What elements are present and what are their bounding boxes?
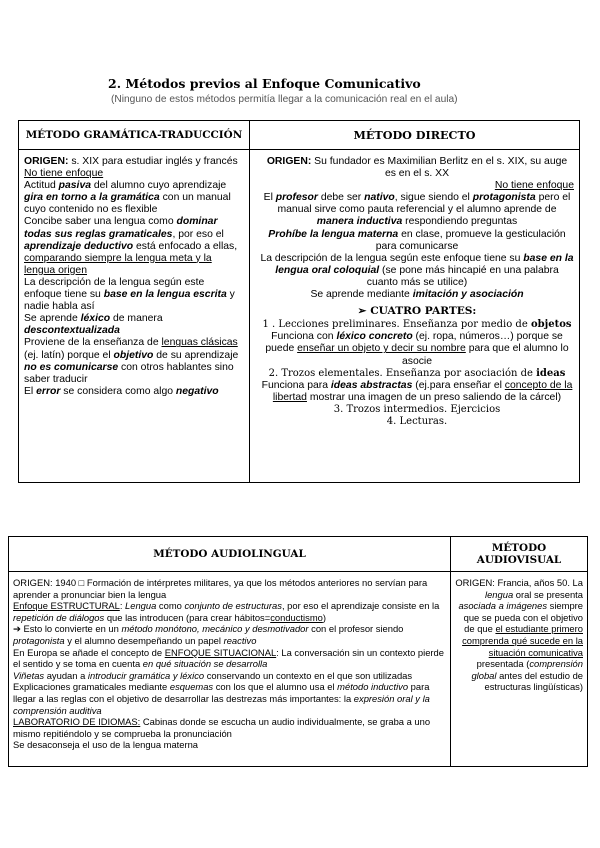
- methods-table-top: [18, 120, 580, 483]
- audiovisual-header: MÉTODO AUDIOVISUAL: [451, 537, 588, 572]
- gramatica-cell: ORIGEN: s. XIX para estudiar inglés y francés No tiene enfoque Actitud pasiva del alumno cuyo aprendizaje gira en torno a la gramática con un manual cuyo contenido no es flexible Concibe saber una lengua como dominar todas sus reglas gramaticales, por eso el aprendizaje deductivo está enfocado a ellas, comparando siempre la lengua meta y la lengua origen La descripción de la lengua según este enfoque tiene su base en la lengua escrita y nadie habla así Se aprende léxico de manera descontextualizada Proviene de la enseñanza de lenguas clásicas (ej. latín) porque el objetivo de su aprendizaje no es comunicarse con otros hablantes sino saber traducir El error se considera como algo negativo: [19, 150, 250, 483]
- audiolingual-header: MÉTODO AUDIOLINGUAL: [9, 537, 451, 572]
- gramatica-header: MÉTODO GRAMÁTICA-TRADUCCIÓN: [19, 121, 250, 150]
- directo-header: MÉTODO DIRECTO: [250, 121, 580, 150]
- directo-cell: ORIGEN: Su fundador es Maximilian Berlitz en el s. XIX, su auge es en el s. XX No tiene enfoque El profesor debe ser nativo, sigue siendo el protagonista pero el manual sirve como pauta referencial y el alumno aprende de manera inductiva respondiendo preguntas Prohíbe la lengua materna en clase, promueve la gesticulación para comunicarse La descripción de la lengua según este enfoque tiene su base en la lengua oral coloquial (se pone más hincapié en una palabra cuanto más se utilice) Se aprende mediante imitación y asociación ➢ CUATRO PARTES: 1 . Lecciones preliminares. Enseñanza por medio de objetos Funciona con léxico concreto (ej. ropa, números…) porque se puede enseñar un objeto y decir su nombre para que el alumno lo asocie 2. Trozos elementales. Enseñanza por asociación de ideas Funciona para ideas abstractas (ej.para enseñar el concepto de la libertad mostrar una imagen de un preso saliendo de la cárcel) 3. Trozos intermedios. Ejercicios 4. Lecturas.: [250, 150, 580, 483]
- section-title: 2. Métodos previos al Enfoque Comunicativo: [108, 76, 421, 91]
- section-subtitle: (Ninguno de estos métodos permitía llegar a la comunicación real en el aula): [111, 94, 458, 105]
- methods-table-bottom: [8, 536, 588, 767]
- audiovisual-cell: ORIGEN: Francia, años 50. La lengua oral se presenta asociada a imágenes siempre que se pueda con el objetivo de que el estudiante primero comprenda qué sucede en la situación comunicativa presentada (comprensión global antes del estudio de estructuras lingüísticas): [451, 572, 588, 767]
- audiolingual-cell: ORIGEN: 1940 □ Formación de intérpretes militares, ya que los métodos anteriores no servían para aprender a pronunciar bien la lengua Enfoque ESTRUCTURAL: Lengua como conjunto de estructuras, por eso el aprendizaje consiste en la repetición de diálogos que las introducen (para crear hábitos=conductismo) ➔ Esto lo convierte en un método monótono, mecánico y desmotivador con el profesor siendo protagonista y el alumno desempeñando un papel reactivo En Europa se añade el concepto de ENFOQUE SITUACIONAL: La conversación sin un contexto pierde el sentido y se toma en cuenta en qué situación se desarrolla Viñetas ayudan a introducir gramática y léxico conservando un contexto en el que son utilizadas Explicaciones gramaticales mediante esquemas con los que el alumno usa el método inductivo para llegar a las reglas con el objetivo de desarrollar las destrezas más importantes: la expresión oral y la comprensión auditiva LABORATORIO DE IDIOMAS: Cabinas donde se escucha un audio individualmente, se graba a uno mismo repitiéndolo y se comprueba la pronunciación Se desaconseja el uso de la lengua materna: [9, 572, 451, 767]
